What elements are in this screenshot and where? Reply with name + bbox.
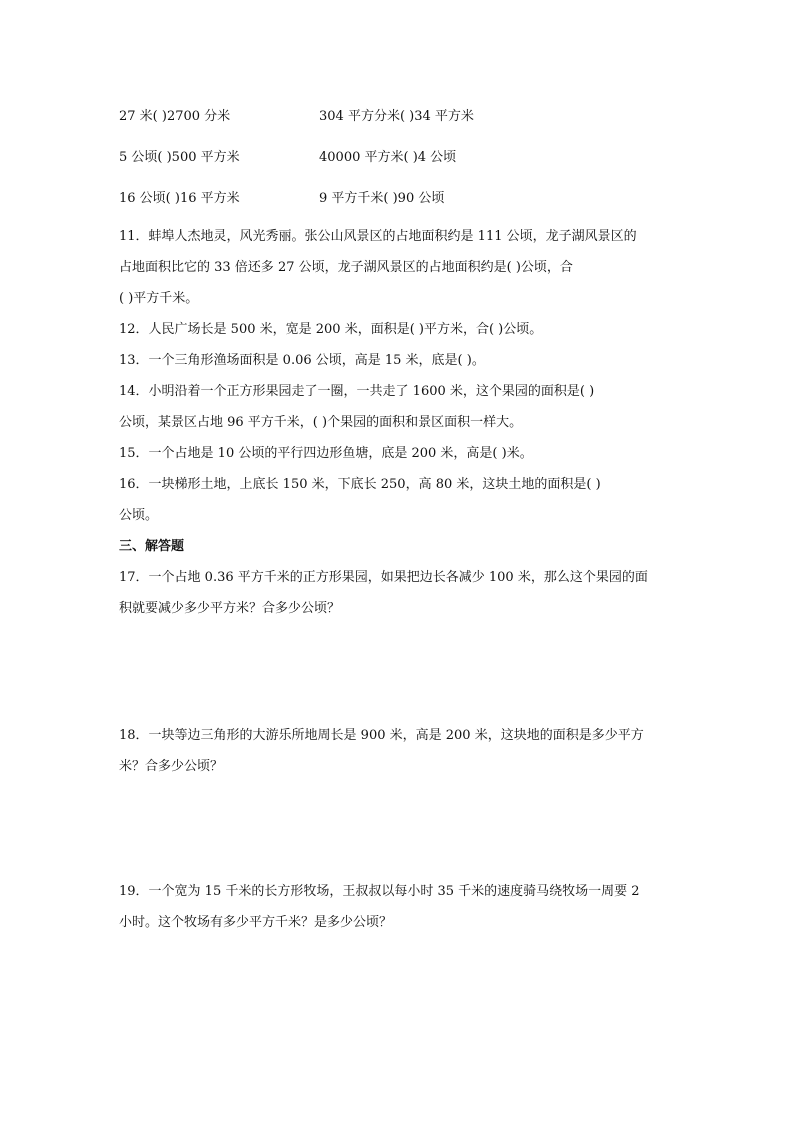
- question-11-line-1: 11．蚌埠人杰地灵，风光秀丽。张公山风景区的占地面积约是 111 公顷，龙子湖风景区的: [119, 229, 637, 244]
- question-17-line-1: 17．一个占地 0.36 平方千米的正方形果园，如果把边长各减少 100 米，那么这个果园的面: [119, 570, 648, 585]
- comparison-item: 40000 平方米( )4 公顷: [319, 150, 457, 165]
- question-18-line-2: 米？合多少公顷？: [119, 759, 224, 774]
- question-14-line-2: 公顷，某景区占地 96 平方千米，( )个果园的面积和景区面积一样大。: [119, 415, 523, 430]
- question-14-line-1: 14．小明沿着一个正方形果园走了一圈，一共走了 1600 米，这个果园的面积是( ): [119, 384, 595, 399]
- question-19-line-1: 19．一个宽为 15 千米的长方形牧场，王叔叔以每小时 35 千米的速度骑马绕牧场一周要 2: [119, 884, 640, 899]
- question-15-line-1: 15．一个占地是 10 公顷的平行四边形鱼塘，底是 200 米，高是( )米。: [119, 446, 533, 461]
- comparison-item: 9 平方千米( )90 公顷: [319, 191, 445, 206]
- question-13-line-1: 13．一个三角形渔场面积是 0.06 公顷，高是 15 米，底是( )。: [119, 353, 485, 368]
- question-11-line-3: ( )平方千米。: [119, 291, 199, 306]
- question-11-line-2: 占地面积比它的 33 倍还多 27 公顷，龙子湖风景区的占地面积约是( )公顷，合: [119, 260, 573, 275]
- question-19-line-2: 小时。这个牧场有多少平方千米？是多少公顷？: [119, 915, 393, 930]
- question-17-line-2: 积就要减少多少平方米？合多少公顷？: [119, 601, 341, 616]
- comparison-item: 304 平方分米( )34 平方米: [319, 109, 474, 124]
- comparison-item: 16 公顷( )16 平方米: [119, 191, 240, 206]
- question-16-line-1: 16．一块梯形土地，上底长 150 米，下底长 250，高 80 米，这块土地的面积是( ): [119, 477, 601, 492]
- comparison-row-1: [119, 107, 539, 127]
- question-12-line-1: 12．人民广场长是 500 米，宽是 200 米，面积是( )平方米，合( )公顷。: [119, 322, 543, 337]
- question-16-line-2: 公顷。: [119, 508, 159, 523]
- comparison-row-3: [119, 189, 539, 209]
- question-18-line-1: 18．一块等边三角形的大游乐所地周长是 900 米，高是 200 米，这块地的面积是多少平方: [119, 728, 644, 743]
- comparison-row-2: [119, 148, 539, 168]
- comparison-item: 5 公顷( )500 平方米: [119, 150, 240, 165]
- section-heading: 三、解答题: [119, 539, 185, 554]
- comparison-item: 27 米( )2700 分米: [119, 109, 231, 124]
